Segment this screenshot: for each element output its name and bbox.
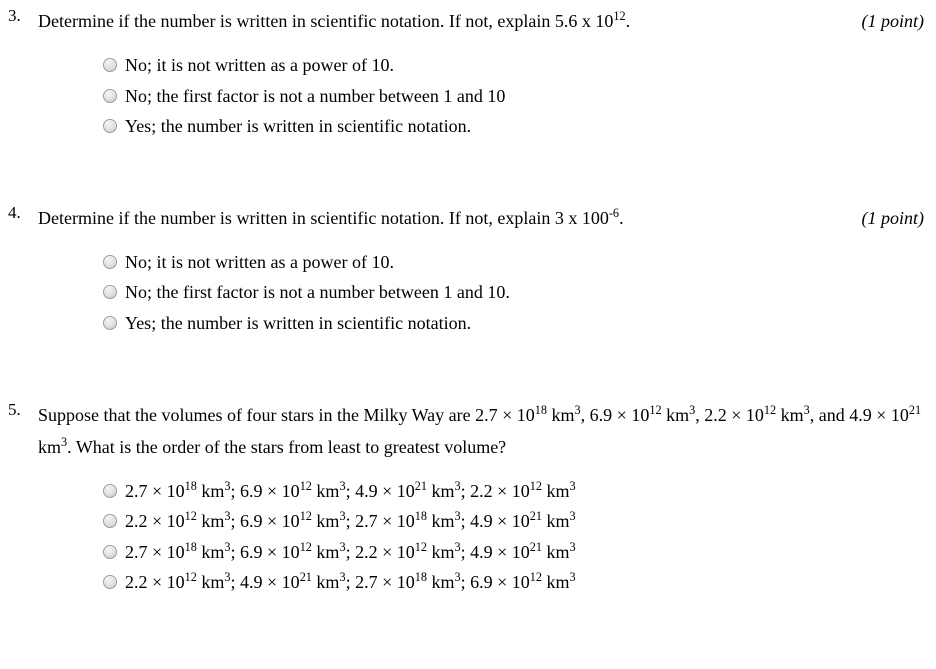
answer-option[interactable] — [103, 50, 926, 81]
question-prompt: Suppose that the volumes of four stars in the Milky Way are $2.7 \times 10^{18}$ $km^3$, $6.9 \times 10^{12}$ $km^3$, $2.2 \times 10^{12}$ $km^3$, and $4.9 \times 10^{21}$ $km^3$. What is the order of the stars from least to greatest volume? — [38, 402, 922, 457]
question-prompt: Determine if the number is written in scientific notation. If not, explain 5.6 x $10^{12}$. — [38, 9, 631, 31]
radio-button[interactable] — [103, 255, 117, 269]
radio-button[interactable] — [103, 89, 117, 103]
question-body — [38, 399, 926, 598]
answer-option[interactable] — [103, 476, 926, 507]
radio-button[interactable] — [103, 545, 117, 559]
option-label: No; it is not written as a power of 10. — [125, 251, 394, 272]
option-label: No; the first factor is not a number between 1 and 10 — [125, 85, 506, 106]
answer-option[interactable] — [103, 81, 926, 112]
question-prompt-line — [38, 399, 926, 463]
question-body — [38, 5, 926, 142]
answer-option[interactable] — [103, 506, 926, 537]
option-label: Yes; the number is written in scientific notation. — [125, 313, 472, 334]
answer-option[interactable] — [103, 111, 926, 142]
question-number: 3. — [8, 6, 21, 25]
question-number: 5. — [8, 399, 21, 419]
question-prompt: Determine if the number is written in scientific notation. If not, explain 3 x $100^{-6}$. — [38, 205, 624, 228]
answer-option[interactable] — [103, 308, 926, 339]
answer-options — [103, 50, 926, 142]
answer-option[interactable] — [103, 567, 926, 598]
answer-option[interactable] — [103, 247, 926, 278]
question-number: 4. — [8, 202, 21, 222]
option-label: $2.7 \times 10^{18}$ $km^3$; $6.9 \times 10^{12}$ $km^3$; $2.2 \times 10^{12}$ $km^3$; $4.9 \times 10^{21}$ $km^3$ — [125, 539, 576, 562]
answer-option[interactable] — [103, 537, 926, 568]
question-4 — [8, 202, 926, 339]
radio-button[interactable] — [103, 285, 117, 299]
radio-button[interactable] — [103, 119, 117, 133]
question-5 — [8, 399, 926, 598]
option-label: $2.2 \times 10^{12}$ $km^3$; $6.9 \times 10^{12}$ $km^3$; $2.7 \times 10^{18}$ $km^3$; $4.9 \times 10^{21}$ $km^3$ — [125, 509, 576, 532]
points-label: (1 point) — [861, 11, 924, 31]
answer-options — [103, 476, 926, 598]
radio-button[interactable] — [103, 484, 117, 498]
radio-button[interactable] — [103, 514, 117, 528]
option-label: $2.7 \times 10^{18}$ $km^3$; $6.9 \times 10^{12}$ $km^3$; $4.9 \times 10^{21}$ $km^3$; $2.2 \times 10^{12}$ $km^3$ — [125, 478, 576, 501]
option-label: No; it is not written as a power of 10. — [125, 55, 394, 76]
points-label: (1 point) — [861, 207, 924, 228]
radio-button[interactable] — [103, 58, 117, 72]
question-body — [38, 202, 926, 339]
option-label: No; the first factor is not a number between 1 and 10. — [125, 282, 510, 303]
radio-button[interactable] — [103, 575, 117, 589]
question-prompt-line — [38, 202, 926, 234]
question-prompt-line — [38, 5, 926, 37]
option-label: $2.2 \times 10^{12}$ $km^3$; $4.9 \times 10^{21}$ $km^3$; $2.7 \times 10^{18}$ $km^3$; $6.9 \times 10^{12}$ $km^3$ — [125, 570, 576, 593]
option-label: Yes; the number is written in scientific notation. — [125, 116, 472, 137]
answer-option[interactable] — [103, 277, 926, 308]
radio-button[interactable] — [103, 316, 117, 330]
question-3 — [8, 5, 926, 142]
answer-options — [103, 247, 926, 339]
